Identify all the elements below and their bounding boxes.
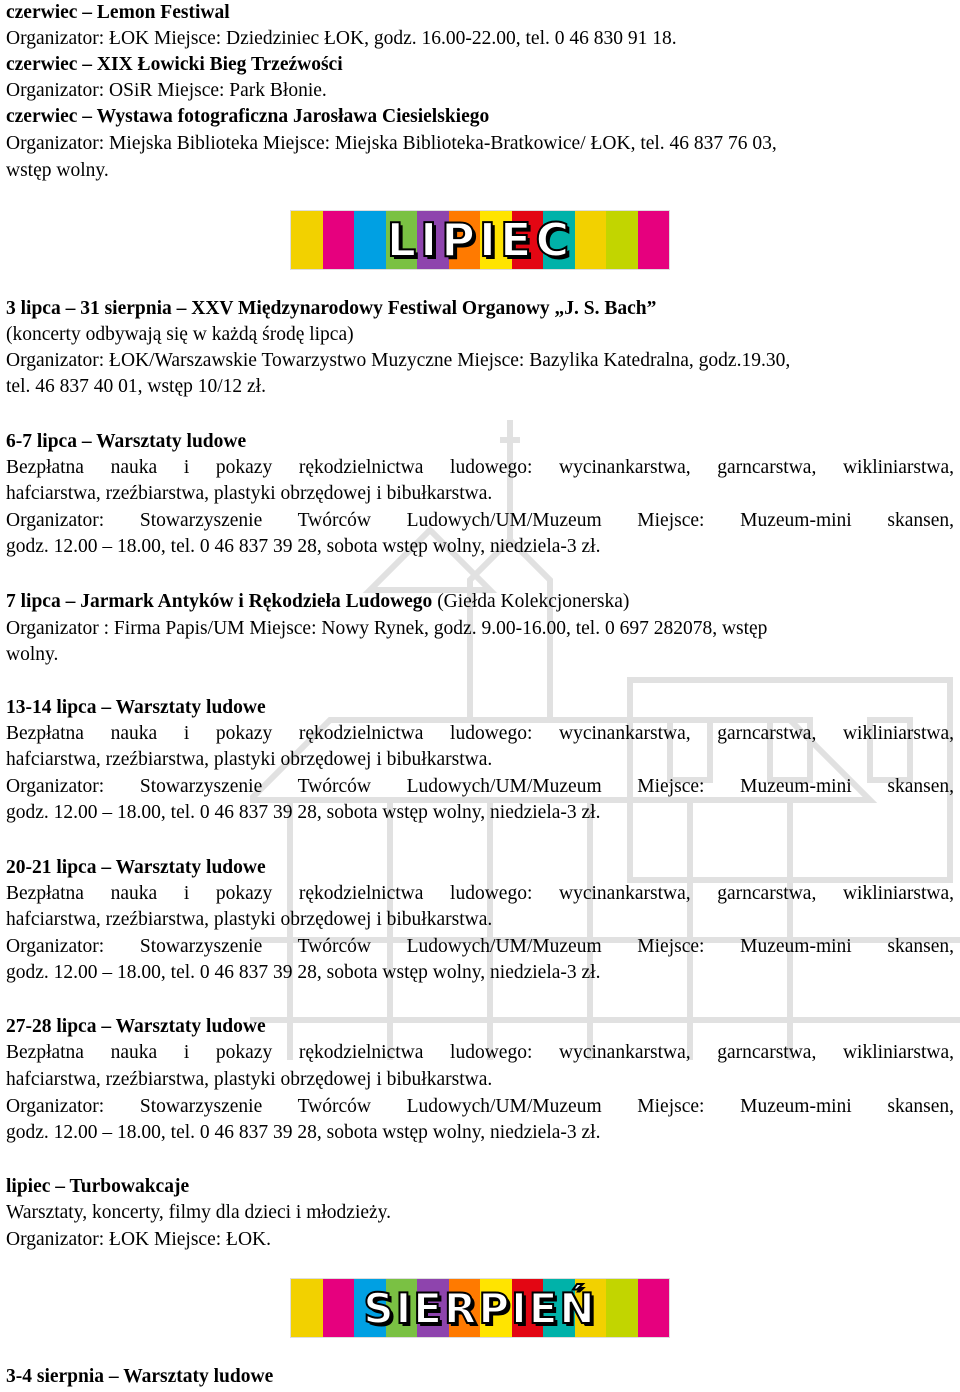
event-details: Organizator: ŁOK/Warszawskie Towarzystwo Muzyczne Miejsce: Bazylika Katedralna, godz.19.30, bbox=[6, 350, 791, 371]
event-details: Bezpłatna nauka i pokazy rękodzielnictwa ludowego: wycinankarstwa, garncarstwa, wikliniarstwa, bbox=[6, 723, 954, 744]
event-title: czerwiec – Lemon Festiwal bbox=[6, 2, 230, 23]
event-details: Organizator: Miejska Biblioteka Miejsce: Miejska Biblioteka-Bratkowice/ ŁOK, tel. 46 837 76 03, bbox=[6, 133, 777, 154]
event-details: godz. 12.00 – 18.00, tel. 0 46 837 39 28, sobota wstęp wolny, niedziela-3 zł. bbox=[6, 802, 601, 823]
event-title: 3 lipca – 31 sierpnia – XXV Międzynarodowy Festiwal Organowy „J. S. Bach” bbox=[6, 298, 657, 319]
event-details: wolny. bbox=[6, 644, 59, 665]
month-banner-text: LIPIEC bbox=[386, 213, 574, 267]
event-details: Organizator: ŁOK Miejsce: Dziedziniec ŁOK, godz. 16.00-22.00, tel. 0 46 830 91 18. bbox=[6, 28, 677, 49]
event-details: godz. 12.00 – 18.00, tel. 0 46 837 39 28, sobota wstęp wolny, niedziela-3 zł. bbox=[6, 1122, 601, 1143]
event-title: 13-14 lipca – Warsztaty ludowe bbox=[6, 697, 266, 718]
event-details: Bezpłatna nauka i pokazy rękodzielnictwa ludowego: wycinankarstwa, garncarstwa, wikliniarstwa, bbox=[6, 1042, 954, 1063]
month-banner-text: SIERPIEŃ bbox=[363, 1283, 597, 1333]
event-details: tel. 46 837 40 01, wstęp 10/12 zł. bbox=[6, 376, 266, 397]
event-details: Organizator: Stowarzyszenie Twórców Ludowych/UM/Muzeum Miejsce: Muzeum-mini skansen, bbox=[6, 936, 954, 957]
event-details: Organizator: ŁOK Miejsce: ŁOK. bbox=[6, 1229, 271, 1250]
event-title: 6-7 lipca – Warsztaty ludowe bbox=[6, 431, 247, 452]
event-details: hafciarstwa, rzeźbiarstwa, plastyki obrzędowej i bibułkarstwa. bbox=[6, 483, 493, 504]
event-title: czerwiec – XIX Łowicki Bieg Trzeźwości bbox=[6, 54, 343, 75]
event-details: (koncerty odbywają się w każdą środę lipca) bbox=[6, 324, 354, 345]
event-title-suffix: (Giełda Kolekcjonerska) bbox=[432, 591, 630, 612]
event-title-line bbox=[6, 589, 954, 615]
month-banner-july bbox=[290, 210, 670, 270]
event-details: wstęp wolny. bbox=[6, 160, 109, 181]
event-details: Organizator : Firma Papis/UM Miejsce: Nowy Rynek, godz. 9.00-16.00, tel. 0 697 282078, wstęp bbox=[6, 618, 768, 639]
event-title: 27-28 lipca – Warsztaty ludowe bbox=[6, 1016, 266, 1037]
event-details: hafciarstwa, rzeźbiarstwa, plastyki obrzędowej i bibułkarstwa. bbox=[6, 749, 493, 770]
event-title: 20-21 lipca – Warsztaty ludowe bbox=[6, 857, 266, 878]
event-details: Bezpłatna nauka i pokazy rękodzielnictwa ludowego: wycinankarstwa, garncarstwa, wikliniarstwa, bbox=[6, 883, 954, 904]
event-details: Organizator: Stowarzyszenie Twórców Ludowych/UM/Muzeum Miejsce: Muzeum-mini skansen, bbox=[6, 510, 954, 531]
event-title: lipiec – Turbowakcaje bbox=[6, 1176, 190, 1197]
event-details: Organizator: Stowarzyszenie Twórców Ludowych/UM/Muzeum Miejsce: Muzeum-mini skansen, bbox=[6, 1096, 954, 1117]
event-details: Warsztaty, koncerty, filmy dla dzieci i młodzieży. bbox=[6, 1202, 392, 1223]
month-banner-august bbox=[290, 1278, 670, 1338]
event-title: 7 lipca – Jarmark Antyków i Rękodzieła Ludowego bbox=[6, 591, 433, 612]
event-details: Organizator: Stowarzyszenie Twórców Ludowych/UM/Muzeum Miejsce: Muzeum-mini skansen, bbox=[6, 776, 954, 797]
event-title: 3-4 sierpnia – Warsztaty ludowe bbox=[6, 1366, 274, 1387]
event-details: Bezpłatna nauka i pokazy rękodzielnictwa ludowego: wycinankarstwa, garncarstwa, wikliniarstwa, bbox=[6, 457, 954, 478]
event-details: Organizator: OSiR Miejsce: Park Błonie. bbox=[6, 80, 327, 101]
event-title: czerwiec – Wystawa fotograficzna Jarosława Ciesielskiego bbox=[6, 106, 490, 127]
event-details: godz. 12.00 – 18.00, tel. 0 46 837 39 28, sobota wstęp wolny, niedziela-3 zł. bbox=[6, 962, 601, 983]
event-details: hafciarstwa, rzeźbiarstwa, plastyki obrzędowej i bibułkarstwa. bbox=[6, 909, 493, 930]
event-details: hafciarstwa, rzeźbiarstwa, plastyki obrzędowej i bibułkarstwa. bbox=[6, 1069, 493, 1090]
event-details: godz. 12.00 – 18.00, tel. 0 46 837 39 28, sobota wstęp wolny, niedziela-3 zł. bbox=[6, 536, 601, 557]
